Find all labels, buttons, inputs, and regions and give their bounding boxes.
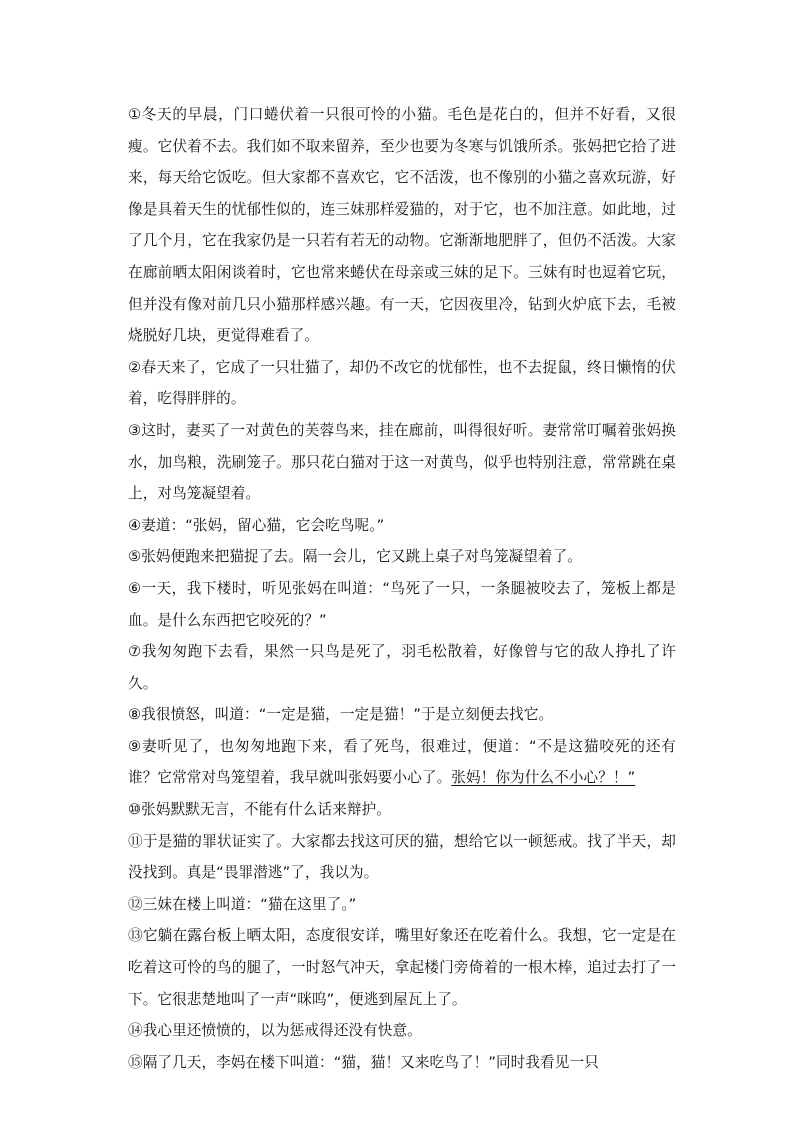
paragraph-6: ⑥一天，我下楼时，听见张妈在叫道：“鸟死了一只，一条腿被咬去了，笼板上都是血。是什么东西把它咬死的？” (128, 579, 676, 629)
paragraph-9-text: ⑨妻听见了，也匆匆地跑下来，看了死鸟，很难过，便道：“不是这猫咬死的还有谁？它常常对鸟笼望着，我早就叫张妈要小心了。 (128, 737, 676, 787)
paragraph-2: ②春天来了，它成了一只壮猫了，却仍不改它的忧郁性，也不去捉鼠，终日懒惰的伏着，吃得胖胖的。 (128, 358, 676, 408)
paragraph-8: ⑧我很愤怒，叫道：“一定是猫，一定是猫！”于是立刻便去找它。 (128, 706, 554, 724)
paragraph-3: ③这时，妻买了一对黄色的芙蓉鸟来，挂在廊前，叫得很好听。妻常常叮嘱着张妈换水，加鸟粮，洗刷笼子。那只花白猫对于这一对黄鸟，似乎也特别注意，常常跳在桌上，对鸟笼凝望着。 (128, 421, 676, 503)
paragraph-10: ⑩张妈默默无言，不能有什么话来辩护。 (128, 801, 391, 819)
paragraph-4: ④妻道：“张妈，留心猫，它会吃鸟呢。” (128, 516, 385, 534)
paragraph-13: ⑬它躺在露台板上晒太阳，态度很安详，嘴里好象还在吃着什么。我想，它一定是在吃着这可怜的鸟的腿了，一时怒气冲天，拿起楼门旁倚着的一根木棒，追过去打了一下。它很悲楚地叫了一声“咪呜”，便逃到屋瓦上了。 (128, 927, 676, 1008)
paragraph-12: ⑫三妹在楼上叫道：“猫在这里了。” (128, 895, 357, 913)
article-body (128, 99, 676, 1078)
paragraph-7: ⑦我匆匆跑下去看，果然一只鸟是死了，羽毛松散着，好像曾与它的敌人挣扎了许久。 (128, 643, 676, 692)
paragraph-14: ⑭我心里还愤愤的，以为惩戒得还没有快意。 (128, 1022, 422, 1040)
paragraph-15: ⑮隔了几天，李妈在楼下叫道：“猫，猫！又来吃鸟了！”同时我看见一只 (128, 1053, 599, 1071)
paragraph-5: ⑤张妈便跑来把猫捉了去。隔一会儿，它又跳上桌子对鸟笼凝望着了。 (128, 548, 582, 566)
paragraph-9 (128, 731, 676, 794)
paragraph-1: ①冬天的早晨，门口蜷伏着一只很可怜的小猫。毛色是花白的，但并不好看，又很瘦。它伏着不去。我们如不取来留养，至少也要为冬寒与饥饿所杀。张妈把它拾了进来，每天给它饭吃。但大家都不喜欢它，它不活泼，也不像别的小猫之喜欢玩游，好像是具着天生的忧郁性似的，连三妹那样爱猫的，对于它，也不加注意。如此地，过了几个月，它在我家仍是一只若有若无的动物。它渐渐地肥胖了，但仍不活泼。大家在廊前晒太阳闲谈着时，它也常来蜷伏在母亲或三妹的足下。三妹有时也逗着它玩，但并没有像对前几只小猫那样感兴趣。有一天，它因夜里冷，钻到火炉底下去，毛被烧脱好几块，更觉得难看了。 (128, 106, 676, 345)
paragraph-11: ⑪于是猫的罪状证实了。大家都去找这可厌的猫，想给它以一顿惩戒。找了半天，却没找到。真是“畏罪潜逃”了，我以为。 (128, 832, 676, 882)
underlined-sentence: 张妈！你为什么不小心？！” (451, 769, 636, 787)
